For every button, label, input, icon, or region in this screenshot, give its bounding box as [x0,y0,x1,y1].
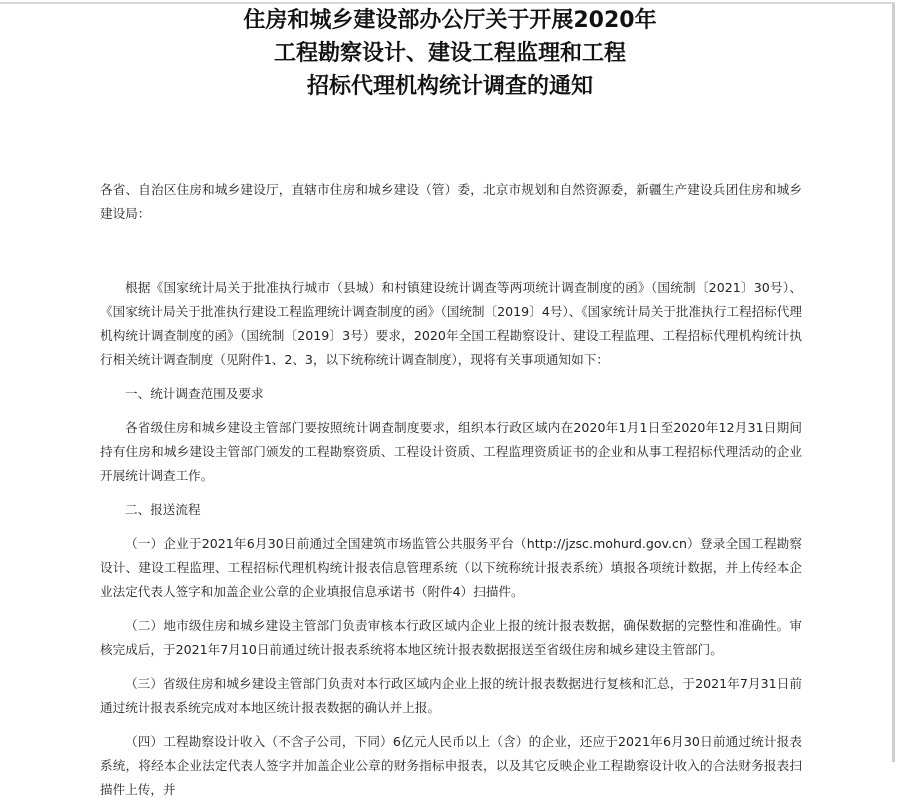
section-heading: 二、报送流程 [125,502,201,517]
paragraph: （三）省级住房和城乡建设主管部门负责对本行政区域内企业上报的统计报表数据进行复核和汇总，于2021年7月31日前通过统计报表系统完成对本地区统计报表数据的确认并上报。 [100,676,802,715]
section-heading: 一、统计调查范围及要求 [125,386,264,401]
document-body [100,178,802,812]
paragraph: （一）企业于2021年6月30日前通过全国建筑市场监管公共服务平台（http://jzsc.mohurd.gov.cn）登录全国工程勘察设计、建设工程监理、工程招标代理机构统计报表信息管理系统（以下统称统计报表系统）填报各项统计数据，并上传经本企业法定代表人签字和加盖企业公章的企业填报信息承诺书（附件4）扫描件。 [100,536,802,599]
paragraph: 各省级住房和城乡建设主管部门要按照统计调查制度要求，组织本行政区域内在2020年1月1日至2020年12月31日期间持有住房和城乡建设主管部门颁发的工程勘察资质、工程设计资质、工程监理资质证书的企业和从事工程招标代理活动的企业开展统计调查工作。 [100,420,802,483]
paragraph-basis: 根据《国家统计局关于批准执行城市（县城）和村镇建设统计调查等两项统计调查制度的函》（国统制〔2021〕30号）、《国家统计局关于批准执行建设工程监理统计调查制度的函》（国统制〔2019〕4号）、《国家统计局关于批准执行工程招标代理机构统计调查制度的函》（国统制〔2019〕3号）要求，2020年全国工程勘察设计、建设工程监理、工程招标代理机构统计执行相关统计调查制度（见附件1、2、3，以下统称统计调查制度），现将有关事项通知如下： [100,280,802,367]
paragraph: （二）地市级住房和城乡建设主管部门负责审核本行政区域内企业上报的统计报表数据，确保数据的完整性和准确性。审核完成后，于2021年7月10日前通过统计报表系统将本地区统计报表数据报送至省级住房和城乡建设主管部门。 [100,618,802,657]
title-line: 工程勘察设计、建设工程监理和工程 [273,41,626,66]
title-line: 住房和城乡建设部办公厅关于开展2020年 [243,8,657,33]
paragraph: （四）工程勘察设计收入（不含子公司，下同）6亿元人民币以上（含）的企业，还应于2021年6月30日前通过统计报表系统，将经本企业法定代表人签字并加盖企业公章的财务指标申报表，以及其它反映企业工程勘察设计收入的合法财务报表扫描件上传，并 [100,734,802,797]
title-line: 招标代理机构统计调查的通知 [306,74,593,99]
document-title [0,4,900,103]
addressee: 各省、自治区住房和城乡建设厅，直辖市住房和城乡建设（管）委，北京市规划和自然资源委，新疆生产建设兵团住房和城乡建设局： [100,182,802,221]
